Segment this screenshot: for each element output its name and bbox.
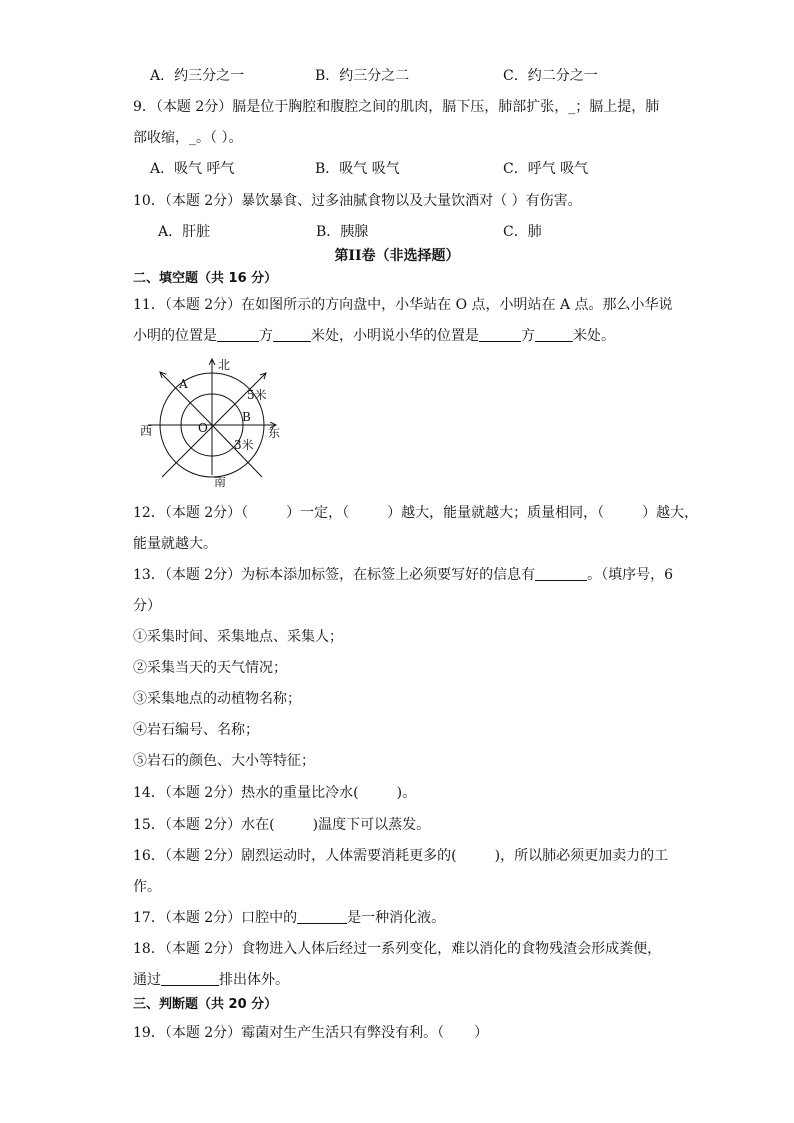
part-2-title: 第II卷（非选择题）	[334, 248, 460, 264]
q8-option-a: A．约三分之一	[150, 68, 245, 84]
q18-text-a: 通过	[133, 972, 161, 988]
q10-line-1: 10．（本题 2分）暴饮暴食、过多油腻食物以及大量饮酒对（ ）有伤害。	[133, 193, 582, 209]
section-2-heading: 二、填空题（共 16 分）	[133, 271, 278, 286]
q10-options	[158, 222, 658, 242]
q8-option-c: C．约二分之一	[503, 68, 598, 84]
direction-diagram	[140, 355, 290, 490]
q11-blank-3[interactable]	[479, 327, 521, 342]
q11-text-a: 小明的位置是	[133, 328, 217, 344]
q13-blank[interactable]	[535, 566, 587, 581]
q11-line-1: 11．（本题 2分）在如图所示的方向盘中，小华站在 O 点，小明站在 A 点。那么小华说	[133, 297, 673, 313]
label-east: 东	[268, 426, 281, 440]
q10-option-c: C．肺	[503, 224, 542, 240]
label-point-a: A	[179, 377, 188, 391]
q15-text-b: )温度下可以蒸发。	[312, 817, 431, 833]
q15-line	[133, 815, 430, 835]
q16-line-1	[133, 846, 668, 866]
q13-text-b: 。（填序号，6	[587, 567, 674, 583]
label-west: 西	[140, 424, 153, 438]
q8-option-b: B．约三分之二	[315, 68, 410, 84]
q9-line-2: 部收缩，_。（ ）。	[133, 130, 243, 146]
q13-line-1	[133, 565, 673, 585]
q9-option-c: C．呼气 吸气	[503, 161, 589, 177]
q12-text-a: 12．（本题 2分）（	[133, 505, 249, 521]
q12-text-c: ）越大，能量就越大；质量相同，（	[387, 505, 605, 521]
q18-blank[interactable]	[161, 971, 219, 986]
q19-line	[133, 1023, 488, 1043]
q14-text-a: 14．（本题 2分）热水的重量比冷水(	[133, 785, 359, 801]
q18-text-b: 排出体外。	[219, 972, 289, 988]
q17-blank[interactable]	[297, 909, 347, 924]
q19-text-a: 19．（本题 2分）霉菌对生产生活只有弊没有利。（	[133, 1025, 445, 1041]
q9-line-1: 9．（本题 2分）膈是位于胸腔和腹腔之间的肌肉，膈下压，肺部扩张，_；膈上提，肺	[133, 99, 660, 115]
q13-item-5: ⑤岩石的颜色、大小等特征；	[133, 753, 315, 769]
q11-blank-1[interactable]	[217, 327, 259, 342]
q9-option-b: B．吸气 吸气	[315, 161, 400, 177]
section-3-heading: 三、判断题（共 20 分）	[133, 997, 278, 1012]
q12-text-b: ）一定，（	[286, 505, 350, 521]
q14-text-b: )。	[396, 785, 417, 801]
q11-text-c: 米处，小明说小华的位置是	[311, 328, 479, 344]
q15-text-a: 15．（本题 2分）水在(	[133, 817, 275, 833]
label-south: 南	[214, 475, 227, 489]
q9-options	[150, 159, 650, 179]
q11-text-d: 方	[521, 328, 535, 344]
q17-line	[133, 908, 445, 928]
q12-line-1	[133, 503, 698, 523]
q14-line	[133, 783, 416, 803]
q13-item-4: ④岩石编号、名称；	[133, 722, 259, 738]
label-3m: 3米	[234, 438, 254, 452]
q10-option-b: B．胰腺	[316, 224, 369, 240]
q11-blank-2[interactable]	[273, 327, 311, 342]
q18-line-1: 18．（本题 2分）食物进入人体后经过一系列变化，难以消化的食物残渣会形成粪便，	[133, 941, 662, 957]
q17-text-b: 是一种消化液。	[347, 910, 446, 926]
q9-option-a: A．吸气 呼气	[150, 161, 235, 177]
q13-text-a: 13．（本题 2分）为标本添加标签，在标签上必须要写好的信息有	[133, 567, 536, 583]
q18-line-2	[133, 970, 289, 990]
q11-blank-4[interactable]	[535, 327, 573, 342]
label-north: 北	[218, 358, 231, 372]
q12-line-2: 能量就越大。	[133, 536, 217, 552]
q12-text-d: ）越大，	[642, 505, 699, 521]
label-point-b: B	[242, 410, 251, 424]
q13-line-2: 分）	[133, 598, 161, 614]
q16-text-b: )，所以肺必须更加卖力的工	[494, 848, 669, 864]
label-5m: 5米	[247, 388, 267, 402]
q11-text-b: 方	[259, 328, 273, 344]
q16-text-a: 16．（本题 2分）剧烈运动时，人体需要消耗更多的(	[133, 848, 457, 864]
label-point-o: O	[198, 421, 208, 435]
q16-line-2: 作。	[133, 879, 161, 895]
q11-line-2	[133, 326, 615, 346]
q19-text-b: ）	[474, 1025, 489, 1041]
q8-options	[150, 66, 650, 86]
q10-option-a: A．肝脏	[158, 224, 211, 240]
q13-item-2: ②采集当天的天气情况；	[133, 660, 287, 676]
direction-diagram-svg	[140, 355, 290, 490]
q17-text-a: 17．（本题 2分）口腔中的	[133, 910, 298, 926]
q13-item-3: ③采集地点的动植物名称；	[133, 691, 301, 707]
q13-item-1: ①采集时间、采集地点、采集人；	[133, 629, 343, 645]
q11-text-e: 米处。	[573, 328, 615, 344]
